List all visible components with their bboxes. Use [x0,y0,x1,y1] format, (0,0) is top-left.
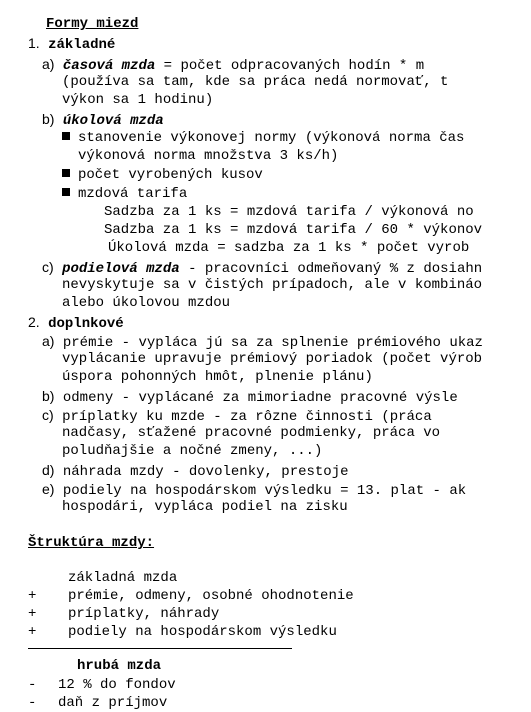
section-1-heading [28,34,115,54]
item-2e [42,480,466,500]
item-1c-text: - pracovníci odmeňovaný % z dosiahn [179,261,483,277]
item-2c-text: príplatky ku mzde - za rôzne činnosti (práca [62,409,432,425]
square-bullet-icon [62,132,70,140]
structure-item: podiely na hospodárskom výsledku [68,624,337,640]
structure-item: prémie, odmeny, osobné ohodnotenie [68,588,354,604]
item-2b-text: odmeny - vyplácané za mimoriadne pracovné výsle [62,390,458,406]
formula-line: Sadzba za 1 ks = mzdová tarifa / 60 * výkonov [104,222,483,238]
formula-line: Sadzba za 1 ks = mzdová tarifa / výkonová no [104,204,474,220]
bullet-text-line2: výkonová norma množstva 3 ks/h) [78,148,339,164]
structure-base: základná mzda [68,570,178,586]
structure-plus-sign: + [28,588,37,604]
item-1a-text: = počet odpracovaných hodín * m [155,58,425,74]
item-2d-letter: d) [42,462,55,478]
item-1c-text-line2: nevyskytuje sa v čistých prípadoch, ale v kombináo [62,277,483,293]
item-1a-text-line2: (používa sa tam, kde sa práca nedá normovať, t [62,74,449,90]
item-1c-letter: c) [42,259,54,275]
square-bullet-icon [62,188,70,196]
section-2-title: doplnkové [48,316,124,332]
sum-divider-line [28,648,292,649]
page-title: Formy miezd [46,16,139,32]
item-1b-term: úkolová mzda [62,113,164,129]
item-1a-letter: a) [42,56,55,72]
bullet-item [62,166,263,184]
structure-minus-sign: - [28,677,37,693]
structure-heading: Štruktúra mzdy: [28,535,155,551]
item-2b-letter: b) [42,388,55,404]
item-2a-text: prémie - vypláca jú sa za splnenie prémiového ukaz [62,335,483,351]
item-2a-text-line2: vyplácanie upravuje prémiový poriadok (počet výrob [62,351,483,367]
structure-minus-sign: - [28,695,37,711]
bullet-item [62,129,464,147]
structure-deduction: daň z príjmov [58,695,168,711]
structure-gross: hrubá mzda [77,658,162,674]
item-1a-term: časová mzda [62,58,156,74]
section-2-number: 2. [28,314,40,330]
item-2a-text-line3: úspora pohonných hmôt, plnenie plánu) [62,369,373,385]
item-1a-text-line3: výkon sa 1 hodinu) [62,92,214,108]
item-2a-letter: a) [42,333,55,349]
item-2e-text-line2: hospodári, vypláca podiel na zisku [62,499,348,515]
item-1b [42,110,164,130]
item-2d [42,461,349,481]
structure-item: príplatky, náhrady [68,606,220,622]
item-2e-letter: e) [42,481,55,497]
item-2c [42,406,432,426]
item-2a [42,332,483,352]
section-2-heading [28,313,124,333]
bullet-text: stanovenie výkonovej normy (výkonová norma čas [78,130,465,146]
item-2c-text-line3: poludňajšie a nočné zmeny, ...) [62,443,323,459]
structure-plus-sign: + [28,606,37,622]
item-2c-letter: c) [42,407,54,423]
item-2d-text: náhrada mzdy - dovolenky, prestoje [62,464,349,480]
bullet-item [62,185,187,203]
item-1c-term: podielová mzda [62,261,180,277]
item-1c-text-line3: alebo úkolovou mzdou [62,295,231,311]
bullet-text: mzdová tarifa [78,186,188,202]
item-2c-text-line2: nadčasy, sťažené pracovné podmienky, práca vo [62,425,441,441]
item-2b [42,387,458,407]
bullet-text: počet vyrobených kusov [78,167,263,183]
item-1c [42,258,482,278]
structure-deduction: 12 % do fondov [58,677,176,693]
square-bullet-icon [62,169,70,177]
section-1-number: 1. [28,35,40,51]
item-2e-text: podiely na hospodárskom výsledku = 13. plat - ak [62,483,467,499]
item-1b-letter: b) [42,111,55,127]
structure-plus-sign: + [28,624,37,640]
formula-line: Úkolová mzda = sadzba za 1 ks * počet vyrob [108,240,470,256]
section-1-title: základné [48,37,116,53]
item-1a [42,55,424,75]
